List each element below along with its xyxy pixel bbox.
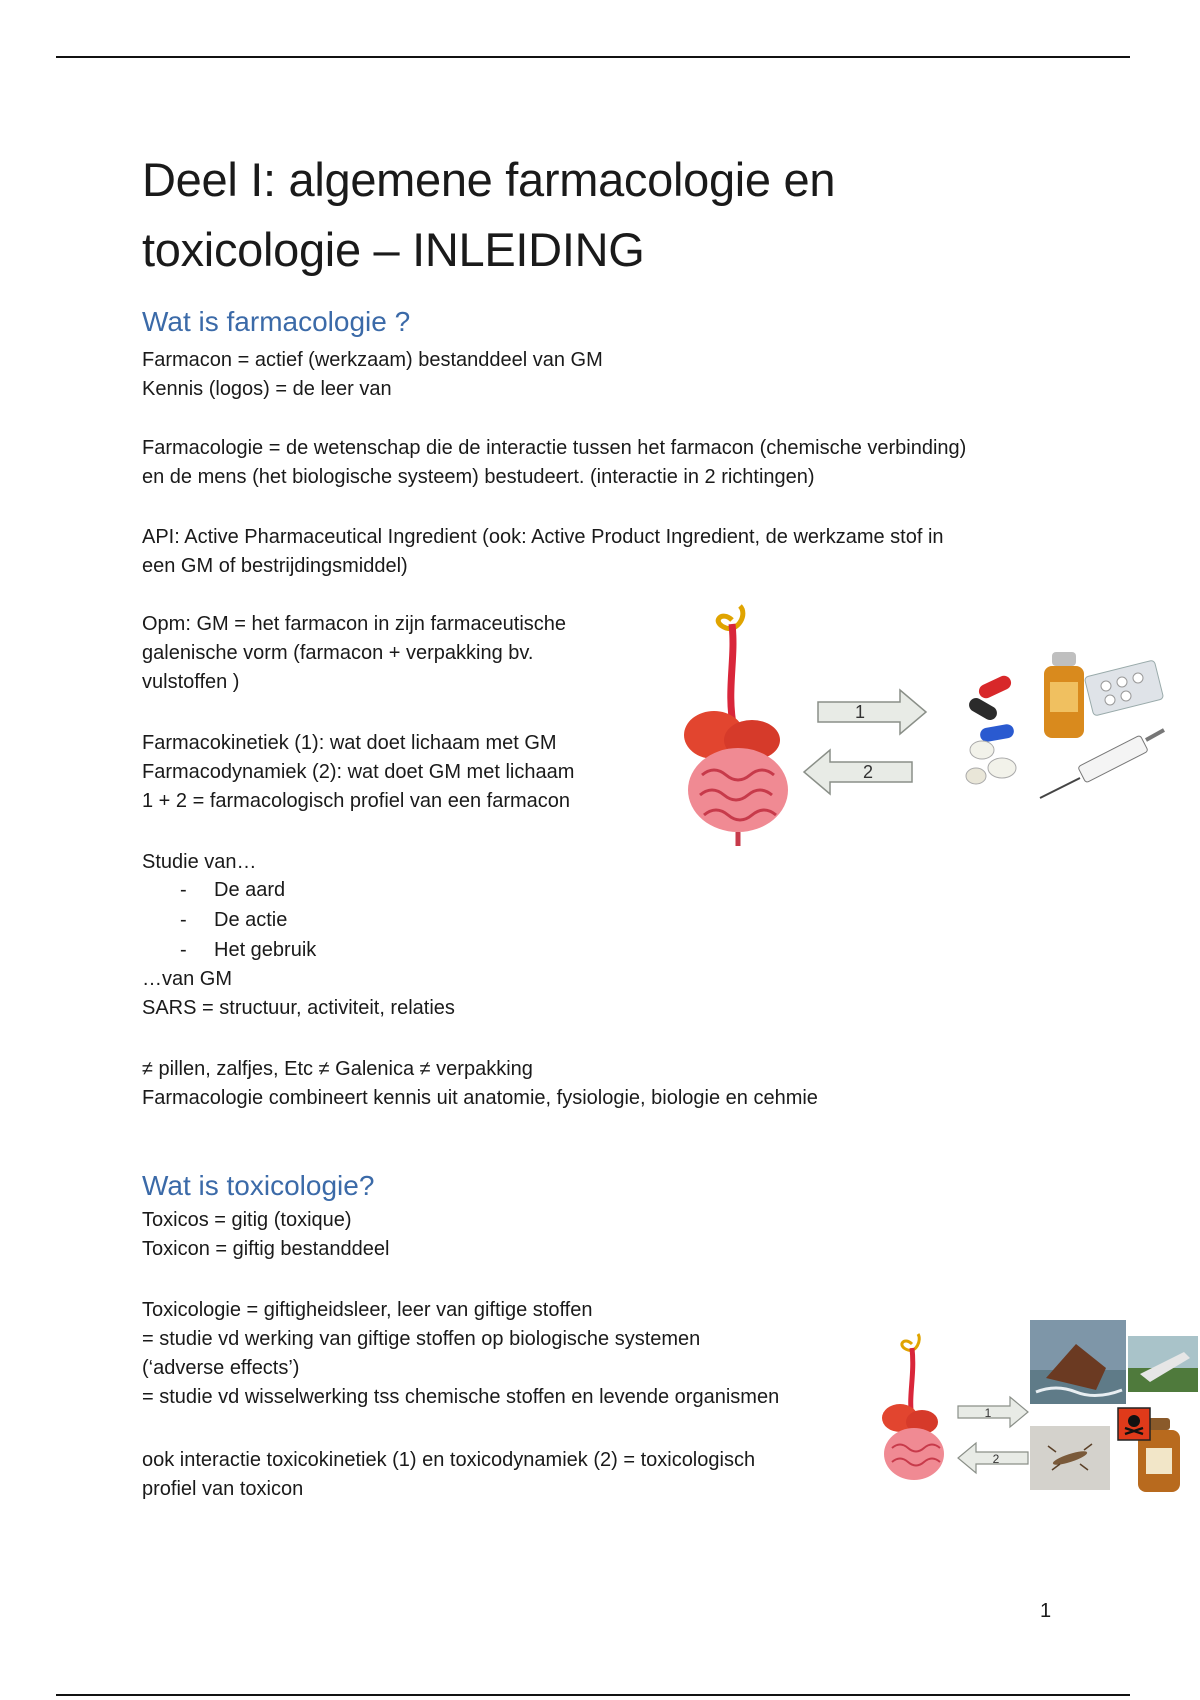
paragraph-toxicokinetiek xyxy=(142,1446,755,1504)
paragraph-combineert xyxy=(142,1055,818,1113)
digestive-system-small-icon xyxy=(882,1334,944,1480)
plane-crash-photo-icon xyxy=(1128,1336,1198,1392)
text-line: Toxicologie = giftigheidsleer, leer van giftige stoffen xyxy=(142,1299,593,1321)
arrow-label-2: 2 xyxy=(862,762,874,782)
list-item-text: De actie xyxy=(214,909,288,931)
bullet-dash: - xyxy=(180,939,187,961)
text-line: SARS = structuur, activiteit, relaties xyxy=(142,997,455,1019)
paragraph-toxicos xyxy=(142,1206,389,1264)
poison-bottle-icon xyxy=(1118,1408,1180,1492)
list-item xyxy=(142,905,316,935)
digestive-system-icon xyxy=(684,606,788,846)
list-item xyxy=(142,935,316,965)
arrow-left-2 xyxy=(804,750,912,794)
text-line: Opm: GM = het farmacon in zijn farmaceutische xyxy=(142,613,567,635)
section-heading-toxicologie: Wat is toxicologie? xyxy=(142,1170,375,1201)
text-line: profiel van toxicon xyxy=(142,1478,304,1500)
section-heading-farmacologie: Wat is farmacologie ? xyxy=(142,306,411,337)
text-line: API: Active Pharmaceutical Ingredient (ook: Active Product Ingredient, de werkzame stof in xyxy=(142,526,944,548)
text-line: vulstoffen ) xyxy=(142,671,240,693)
list-item-text: Het gebruik xyxy=(214,939,317,961)
paragraph-farmacologie-definition xyxy=(142,434,966,492)
title-line-1: Deel I: algemene farmacologie en xyxy=(142,153,836,206)
arrow-small-label-2: 2 xyxy=(992,1452,1000,1466)
medicine-bottle-icon xyxy=(1044,652,1084,738)
insect-photo-icon xyxy=(1030,1426,1110,1490)
text-line: = studie vd werking van giftige stoffen op biologische systemen xyxy=(142,1328,701,1350)
header-rule xyxy=(56,56,1130,58)
paragraph-toxicologie-definition xyxy=(142,1296,779,1412)
text-line: Farmacologie = de wetenschap die de interactie tussen het farmacon (chemische verbinding) xyxy=(142,437,967,459)
list-item-text: De aard xyxy=(214,879,286,901)
figure-toxicologie xyxy=(870,1318,1200,1508)
text-line: 1 + 2 = farmacologisch profiel van een farmacon xyxy=(142,790,571,812)
page-title xyxy=(142,145,1042,285)
study-list xyxy=(142,875,316,965)
text-line: galenische vorm (farmacon + verpakking bv. xyxy=(142,642,534,664)
text-line: Farmacologie combineert kennis uit anatomie, fysiologie, biologie en cehmie xyxy=(142,1087,818,1109)
text-line: Farmacodynamiek (2): wat doet GM met lichaam xyxy=(142,761,575,783)
arrow-left-small-2 xyxy=(958,1443,1028,1473)
figure-farmacologie xyxy=(660,600,1180,850)
paragraph-kinetiek-dynamiek xyxy=(142,729,574,816)
page-number: 1 xyxy=(1040,1600,1052,1622)
text-line: Kennis (logos) = de leer van xyxy=(142,378,392,400)
arrow-small-label-1: 1 xyxy=(984,1406,992,1420)
footer-rule xyxy=(56,1694,1130,1696)
text-line: een GM of bestrijdingsmiddel) xyxy=(142,555,408,577)
arrow-label-1: 1 xyxy=(854,702,866,722)
text-line: Toxicon = giftig bestanddeel xyxy=(142,1238,390,1260)
shipwreck-photo-icon xyxy=(1030,1320,1126,1404)
text-line: (‘adverse effects’) xyxy=(142,1357,300,1379)
pills-icon xyxy=(966,673,1016,784)
text-line: ≠ pillen, zalfjes, Etc ≠ Galenica ≠ verpakking xyxy=(142,1058,533,1080)
arrow-right-1 xyxy=(818,690,926,734)
text-line: …van GM xyxy=(142,968,233,990)
paragraph-opm-gm xyxy=(142,610,566,697)
text-line: = studie vd wisselwerking tss chemische stoffen en levende organismen xyxy=(142,1386,780,1408)
bullet-dash: - xyxy=(180,909,187,931)
text-line: Toxicos = gitig (toxique) xyxy=(142,1209,352,1231)
study-intro: Studie van… xyxy=(142,851,257,873)
paragraph-farmacon xyxy=(142,346,603,404)
title-line-2: toxicologie – INLEIDING xyxy=(142,223,645,276)
text-line: Farmacon = actief (werkzaam) bestanddeel van GM xyxy=(142,349,603,371)
syringe-icon xyxy=(1040,730,1164,798)
text-line: Farmacokinetiek (1): wat doet lichaam met GM xyxy=(142,732,557,754)
list-item xyxy=(142,875,316,905)
blister-pack-icon xyxy=(1084,660,1164,716)
paragraph-api xyxy=(142,523,944,581)
arrow-right-small-1 xyxy=(958,1397,1028,1427)
paragraph-van-gm xyxy=(142,965,455,1023)
text-line: en de mens (het biologische systeem) bestudeert. (interactie in 2 richtingen) xyxy=(142,466,815,488)
bullet-dash: - xyxy=(180,879,187,901)
text-line: ook interactie toxicokinetiek (1) en toxicodynamiek (2) = toxicologisch xyxy=(142,1449,756,1471)
